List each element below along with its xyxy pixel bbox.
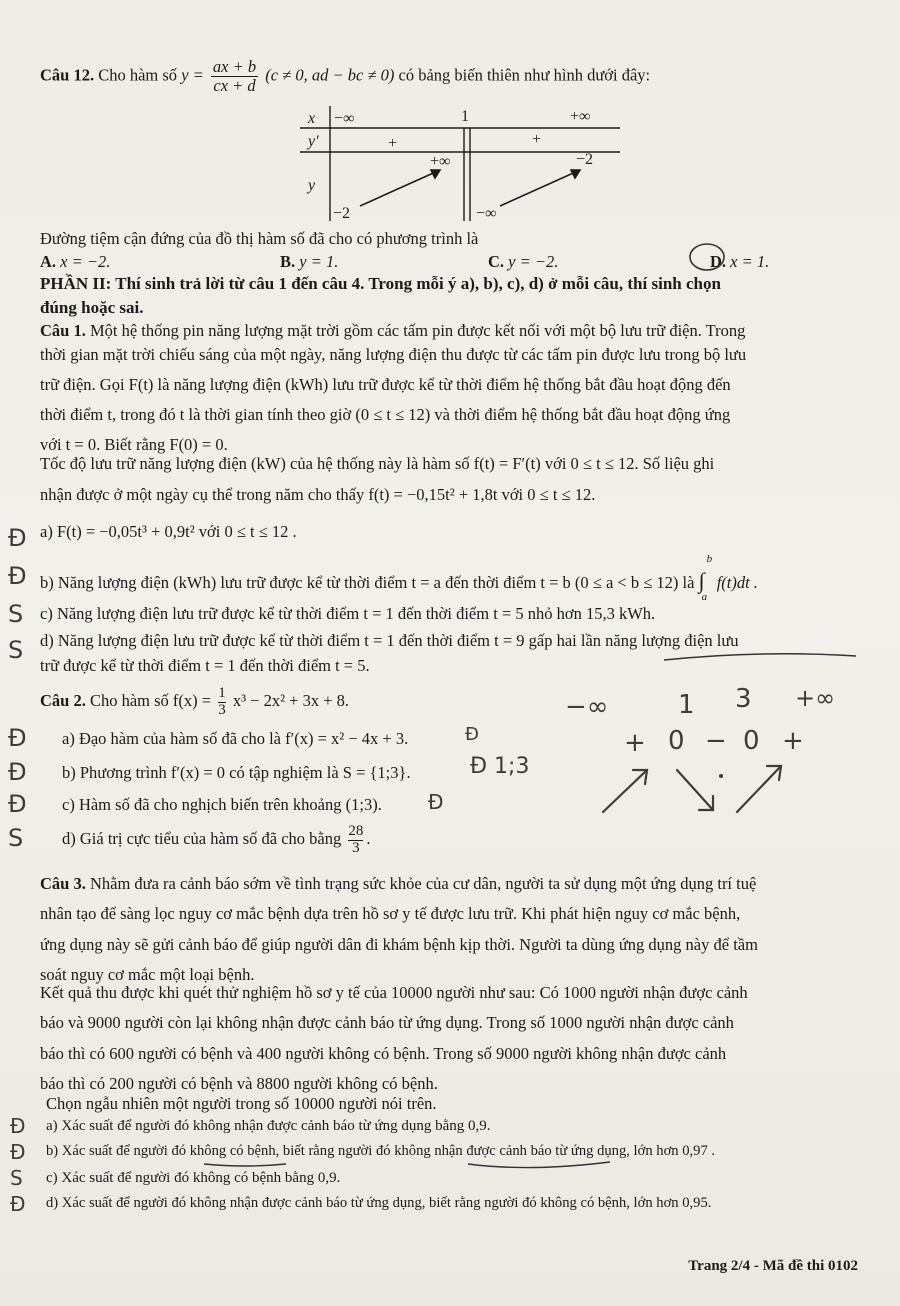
hand-mark-c1d: S bbox=[8, 636, 24, 664]
c3-p1-line2: nhân tạo để sàng lọc nguy cơ mắc bệnh dựa trên hồ sơ y tế được lưu trữ. Khi phát hiện nguy cơ mắc bệnh, bbox=[40, 904, 741, 924]
c1-item-b bbox=[40, 553, 758, 603]
c3-item-c: c) Xác suất để người đó không có bệnh bằng 0,9. bbox=[46, 1170, 341, 1186]
c3-paragraph1 bbox=[40, 873, 870, 986]
c2-label: Câu 2. bbox=[40, 691, 86, 711]
sketch-sign-4: 0 bbox=[743, 726, 760, 756]
c3-p2-line2: báo và 9000 người còn lại không nhận được cảnh báo từ ứng dụng. Trong số 1000 người nhận được cảnh bbox=[40, 1013, 734, 1033]
c3-p1-line4: soát nguy cơ mắc một loại bệnh. bbox=[40, 964, 255, 984]
c3-choose: Chọn ngẫu nhiên một người trong số 10000 người nói trên. bbox=[46, 1094, 437, 1113]
vt-yp-label: y′ bbox=[308, 133, 319, 150]
c3-paragraph2 bbox=[40, 982, 870, 1095]
vt-x-label: x bbox=[308, 110, 316, 127]
hand-mark-c1c: S bbox=[8, 600, 24, 628]
c1-p2-line2: nhận được ở một ngày cụ thể trong năm cho thấy f(t) = −0,15t² + 1,8t với 0 ≤ t ≤ 12. bbox=[40, 485, 596, 505]
c1-item-d-line2: trữ được kể từ thời điểm t = 1 đến thời điểm t = 5. bbox=[40, 656, 370, 675]
c3-p2-line4: báo thì có 200 người có bệnh và 8800 người không có bệnh. bbox=[40, 1073, 438, 1093]
c1-p2-line1: Tốc độ lưu trữ năng lượng điện (kW) của hệ thống này là hàm số f(t) = F′(t) với 0 ≤ t ≤ 12. Số liệu ghi bbox=[40, 454, 715, 473]
c2-fraction bbox=[218, 686, 226, 719]
hand-mark-c3c: S bbox=[10, 1166, 23, 1190]
c3-p2-line1: Kết quả thu được khi quét thử nghiệm hồ sơ y tế của 10000 người như sau: Có 1000 người nhận được cảnh bbox=[40, 983, 748, 1002]
sketch-sign-1: + bbox=[624, 728, 646, 758]
q12-label: Câu 12. bbox=[40, 65, 95, 85]
c2-item-d-num: 28 bbox=[348, 823, 364, 839]
c2-item-d-post: . bbox=[366, 829, 371, 849]
c3-item-b: b) Xác suất để người đó không có bệnh, biết rằng người đó không nhận được cảnh báo từ ứng dụng, lớn hơn 0,97 . bbox=[46, 1143, 716, 1159]
part2-heading-line2: đúng hoặc sai. bbox=[40, 298, 144, 317]
vt-y-left-top: +∞ bbox=[430, 153, 451, 170]
page-footer: Trang 2/4 - Mã đề thi 0102 bbox=[688, 1258, 858, 1274]
c3-p1-line1: Nhằm đưa ra cảnh báo sớm về tình trạng sức khỏe của cư dân, người ta sử dụng một ứng dụng trí tuệ bbox=[89, 874, 757, 893]
c2-fraction-den: 3 bbox=[218, 701, 226, 718]
c1-p1-line1: Một hệ thống pin năng lượng mặt trời gồm các tấm pin được kết nối với một bộ lưu trữ điện. Trong bbox=[89, 321, 746, 340]
q12-func-lhs: y = bbox=[181, 65, 204, 85]
c1-item-b-integrand: f(t)dt . bbox=[716, 573, 758, 592]
sketch-x-2: 1 bbox=[678, 690, 695, 720]
hand-mark-c3a: Đ bbox=[10, 1114, 26, 1138]
c2-item-a: a) Đạo hàm của hàm số đã cho là f′(x) = x² − 4x + 3. bbox=[62, 729, 409, 748]
c1-paragraph2 bbox=[40, 453, 865, 507]
q12-question: Đường tiệm cận đứng của đồ thị hàm số đã cho có phương trình là bbox=[40, 229, 479, 248]
vt-y-right-bottom: −∞ bbox=[476, 205, 497, 222]
underline-mark bbox=[660, 648, 860, 666]
q12-condition: (c ≠ 0, ad − bc ≠ 0) bbox=[265, 65, 395, 85]
hand-mark-c3b: Đ bbox=[10, 1140, 26, 1164]
q12-option-d-key: D. bbox=[710, 252, 727, 271]
q12-option-b-key: B. bbox=[280, 252, 296, 271]
c3-item-a: a) Xác suất để người đó không nhận được cảnh báo từ ứng dụng bằng 0,9. bbox=[46, 1118, 491, 1134]
c2-rest: x³ − 2x² + 3x + 8. bbox=[232, 691, 350, 711]
q12-func-numerator: ax + b bbox=[212, 57, 257, 76]
c3-underlines bbox=[200, 1152, 620, 1170]
c2-item-d-den: 3 bbox=[352, 839, 360, 856]
hand-mark-c2b: Đ bbox=[8, 758, 27, 786]
c2-item-d-fraction bbox=[348, 824, 363, 857]
vt-yp-right: + bbox=[532, 131, 542, 148]
c2-fraction-num: 1 bbox=[218, 685, 226, 701]
c3-p2-line3: báo thì có 600 người có bệnh và 400 người không có bệnh. Trong số 9000 người không nhận được cảnh bbox=[40, 1043, 727, 1063]
q12-option-c-key: C. bbox=[488, 252, 505, 271]
vt-y-right-top: −2 bbox=[576, 151, 594, 168]
sketch-arrow-up-2 bbox=[737, 766, 781, 812]
c2-item-d-text: d) Giá trị cực tiểu của hàm số đã cho bằng bbox=[62, 829, 342, 849]
c2-item-b: b) Phương trình f′(x) = 0 có tập nghiệm là S = {1;3}. bbox=[62, 763, 411, 782]
sketch-sign-2: 0 bbox=[668, 726, 685, 756]
c1-item-d-line1: d) Năng lượng điện lưu trữ được kể từ thời điểm t = 1 đến thời điểm t = 9 gấp hai lần năng lượng điện lưu bbox=[40, 631, 739, 650]
hand-mark-c1a: Đ bbox=[8, 524, 27, 552]
hand-mark-c1b: Đ bbox=[8, 562, 27, 590]
c1-p1-line4: thời điểm t, trong đó t là thời gian tính theo giờ (0 ≤ t ≤ 12) và thời điểm hệ thống bắt đầu hoạt động ứng bbox=[40, 404, 731, 424]
c3-item-d: d) Xác suất để người đó không nhận được cảnh báo từ ứng dụng, biết rằng người đó không có bệnh, lớn hơn 0,95. bbox=[46, 1195, 712, 1211]
integral-sign: ∫ b a bbox=[698, 553, 713, 603]
sketch-arrows bbox=[595, 760, 795, 820]
hand-inline-c2c: Đ bbox=[428, 790, 444, 814]
sketch-arrow-down bbox=[677, 770, 713, 810]
q12-option-a[interactable] bbox=[40, 251, 110, 273]
q12-func-fraction bbox=[211, 58, 258, 95]
part2-heading-line1: PHẦN II: Thí sinh trả lời từ câu 1 đến câu 4. Trong mỗi ý a), b), c), d) ở mỗi câu, thí sinh chọn bbox=[40, 274, 721, 293]
variation-table bbox=[300, 106, 620, 226]
sketch-sign-3: − bbox=[705, 726, 727, 756]
c2-intro: Cho hàm số f(x) = bbox=[89, 691, 212, 711]
c1-item-a: a) F(t) = −0,05t³ + 0,9t² với 0 ≤ t ≤ 12 . bbox=[40, 522, 297, 541]
hand-inline-c2a: Đ bbox=[465, 724, 479, 745]
sketch-sign-5: + bbox=[782, 726, 804, 756]
vt-arrow-left bbox=[360, 170, 440, 206]
c3-label: Câu 3. bbox=[40, 874, 86, 893]
q12-header bbox=[40, 58, 650, 95]
hand-mark-c3d: Đ bbox=[10, 1192, 26, 1216]
c1-item-c: c) Năng lượng điện lưu trữ được kể từ thời điểm t = 1 đến thời điểm t = 5 nhỏ hơn 15,3 kWh. bbox=[40, 604, 656, 623]
c2-header bbox=[40, 686, 349, 719]
q12-option-b-text: y = 1. bbox=[299, 252, 339, 271]
sketch-x-1: −∞ bbox=[565, 692, 609, 722]
c1-p1-line2: thời gian mặt trời chiếu sáng của một ngày, năng lượng điện thu được từ các tấm pin được lưu trong bộ lưu bbox=[40, 345, 747, 365]
answer-circle-mark bbox=[687, 241, 727, 273]
vt-y-label: y bbox=[308, 177, 316, 194]
vt-x-mid: 1 bbox=[461, 108, 469, 125]
q12-option-a-text: x = −2. bbox=[60, 252, 111, 271]
c2-item-c: c) Hàm số đã cho nghịch biến trên khoảng (1;3). bbox=[62, 795, 382, 814]
q12-option-a-key: A. bbox=[40, 252, 57, 271]
integral-lower: a bbox=[701, 591, 708, 603]
c1-p1-line3: trữ điện. Gọi F(t) là năng lượng điện (kWh) lưu trữ được kể từ thời điểm hệ thống bắt đầu hoạt động đến bbox=[40, 374, 731, 394]
q12-func-denominator: cx + d bbox=[213, 76, 256, 96]
q12-tail: có bảng biến thiên như hình dưới đây: bbox=[398, 65, 651, 85]
vt-x-right: +∞ bbox=[570, 108, 591, 125]
vt-y-left-bottom: −2 bbox=[333, 205, 351, 222]
hand-mark-c2c: Đ bbox=[8, 790, 27, 818]
hand-mark-c2d: S bbox=[8, 824, 24, 852]
c1-item-b-text: b) Năng lượng điện (kWh) lưu trữ được kể từ thời điểm t = a đến thời điểm t = b (0 ≤ a < b ≤ 12) là bbox=[40, 573, 695, 592]
sketch-x-3: 3 bbox=[735, 684, 752, 714]
c1-label: Câu 1. bbox=[40, 321, 86, 340]
q12-option-c-text: y = −2. bbox=[508, 252, 559, 271]
c2-item-d bbox=[62, 824, 371, 857]
q12-intro: Cho hàm số bbox=[98, 65, 178, 85]
vt-x-left: −∞ bbox=[334, 110, 355, 127]
sketch-x-4: +∞ bbox=[795, 684, 836, 712]
c1-p1-line5: với t = 0. Biết rằng F(0) = 0. bbox=[40, 435, 228, 455]
q12-option-b[interactable] bbox=[280, 251, 338, 273]
c3-p1-line3: ứng dụng này sẽ gửi cảnh báo để giúp người dân đi khám bệnh kịp thời. Người ta dùng ứng dụng này để tầm bbox=[40, 934, 758, 954]
hand-inline-c2b: Đ 1;3 bbox=[470, 754, 530, 779]
vt-yp-left: + bbox=[388, 135, 398, 152]
hand-mark-c2a: Đ bbox=[8, 724, 27, 752]
c1-paragraph1 bbox=[40, 320, 865, 456]
q12-option-d-text: x = 1. bbox=[730, 252, 770, 271]
q12-option-c[interactable] bbox=[488, 251, 558, 273]
sketch-arrow-up-1 bbox=[603, 770, 647, 812]
integral-upper: b bbox=[706, 553, 713, 565]
vt-arrow-right bbox=[500, 170, 580, 206]
